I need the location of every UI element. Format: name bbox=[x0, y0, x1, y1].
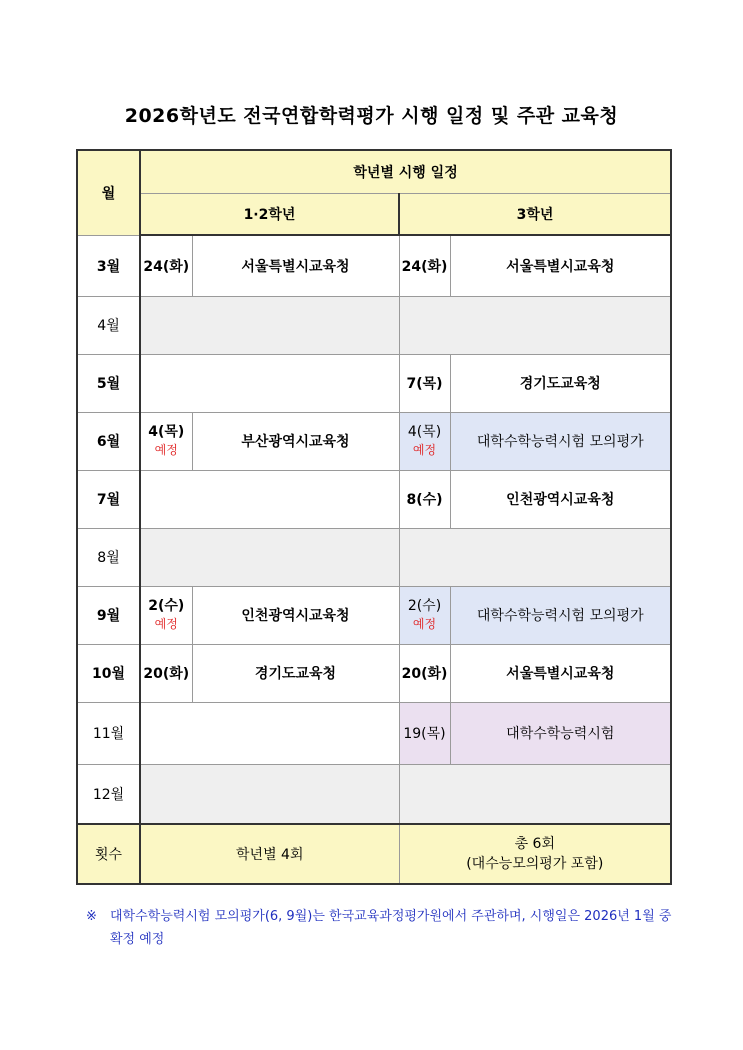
g12-org: 인천광역시교육청 bbox=[192, 586, 399, 644]
count-g3-note: (대수능모의평가 포함) bbox=[466, 856, 604, 872]
header-month: 월 bbox=[77, 150, 140, 235]
month-cell: 6월 bbox=[77, 412, 140, 470]
g12-date-cell bbox=[140, 586, 192, 644]
page-title: 2026학년도 전국연합학력평가 시행 일정 및 주관 교육청 bbox=[124, 105, 619, 127]
count-g3-cell bbox=[399, 824, 671, 884]
month-cell: 8월 bbox=[77, 528, 140, 586]
footnote-text: 대학수학능력시험 모의평가(6, 9월)는 한국교육과정평가원에서 주관하며, 시행일은 2026년 1월 중 확정 예정 bbox=[110, 909, 672, 947]
g3-org: 경기도교육청 bbox=[450, 354, 671, 412]
g12-empty bbox=[140, 296, 399, 354]
count-g12: 학년별 4회 bbox=[140, 824, 399, 884]
g3-date: 19(목) bbox=[399, 702, 450, 764]
g3-empty bbox=[399, 296, 671, 354]
table-row bbox=[77, 412, 671, 470]
month-cell: 5월 bbox=[77, 354, 140, 412]
g3-date-cell bbox=[399, 586, 450, 644]
table-row bbox=[77, 470, 671, 528]
g12-org: 부산광역시교육청 bbox=[192, 412, 399, 470]
g3-empty bbox=[399, 528, 671, 586]
schedule-table bbox=[76, 149, 672, 885]
month-cell: 4월 bbox=[77, 296, 140, 354]
table-row bbox=[77, 644, 671, 702]
header-grade3: 3학년 bbox=[399, 193, 671, 235]
table-row bbox=[77, 702, 671, 764]
g3-date: 20(화) bbox=[399, 644, 450, 702]
g3-date: 8(수) bbox=[399, 470, 450, 528]
table-row bbox=[77, 528, 671, 586]
month-cell: 7월 bbox=[77, 470, 140, 528]
g12-blank bbox=[140, 354, 399, 412]
tentative-label: 예정 bbox=[154, 616, 178, 631]
g3-org: 대학수학능력시험 bbox=[450, 702, 671, 764]
g12-date: 20(화) bbox=[140, 644, 192, 702]
g12-org: 서울특별시교육청 bbox=[192, 235, 399, 296]
table-row bbox=[77, 354, 671, 412]
g3-org: 인천광역시교육청 bbox=[450, 470, 671, 528]
count-row bbox=[77, 824, 671, 884]
month-cell: 12월 bbox=[77, 764, 140, 824]
g12-date: 24(화) bbox=[140, 235, 192, 296]
month-cell: 11월 bbox=[77, 702, 140, 764]
g3-date: 2(수) bbox=[407, 597, 442, 614]
table-row bbox=[77, 764, 671, 824]
reference-mark: ※ bbox=[86, 909, 97, 924]
month-cell: 3월 bbox=[77, 235, 140, 296]
g3-date: 4(목) bbox=[407, 423, 442, 440]
tentative-label: 예정 bbox=[412, 616, 437, 631]
count-g3-total: 총 6회 bbox=[514, 836, 555, 852]
g12-empty bbox=[140, 764, 399, 824]
g12-date: 4(목) bbox=[148, 423, 185, 440]
tentative-label: 예정 bbox=[412, 442, 437, 457]
g3-org: 대학수학능력시험 모의평가 bbox=[450, 586, 671, 644]
g12-blank bbox=[140, 470, 399, 528]
tentative-label: 예정 bbox=[154, 442, 178, 457]
count-label: 횟수 bbox=[77, 824, 140, 884]
footnote bbox=[86, 905, 686, 951]
header-schedule: 학년별 시행 일정 bbox=[140, 150, 671, 193]
g3-date: 7(목) bbox=[399, 354, 450, 412]
table-row bbox=[77, 296, 671, 354]
g12-org: 경기도교육청 bbox=[192, 644, 399, 702]
g3-empty bbox=[399, 764, 671, 824]
g3-org: 대학수학능력시험 모의평가 bbox=[450, 412, 671, 470]
table-row bbox=[77, 586, 671, 644]
g12-date: 2(수) bbox=[148, 597, 185, 614]
g3-org: 서울특별시교육청 bbox=[450, 644, 671, 702]
g3-org: 서울특별시교육청 bbox=[450, 235, 671, 296]
g3-date: 24(화) bbox=[399, 235, 450, 296]
month-cell: 10월 bbox=[77, 644, 140, 702]
table-row bbox=[77, 235, 671, 296]
g12-empty bbox=[140, 528, 399, 586]
g12-date-cell bbox=[140, 412, 192, 470]
header-grade12: 1·2학년 bbox=[140, 193, 399, 235]
month-cell: 9월 bbox=[77, 586, 140, 644]
g3-date-cell bbox=[399, 412, 450, 470]
g12-blank bbox=[140, 702, 399, 764]
